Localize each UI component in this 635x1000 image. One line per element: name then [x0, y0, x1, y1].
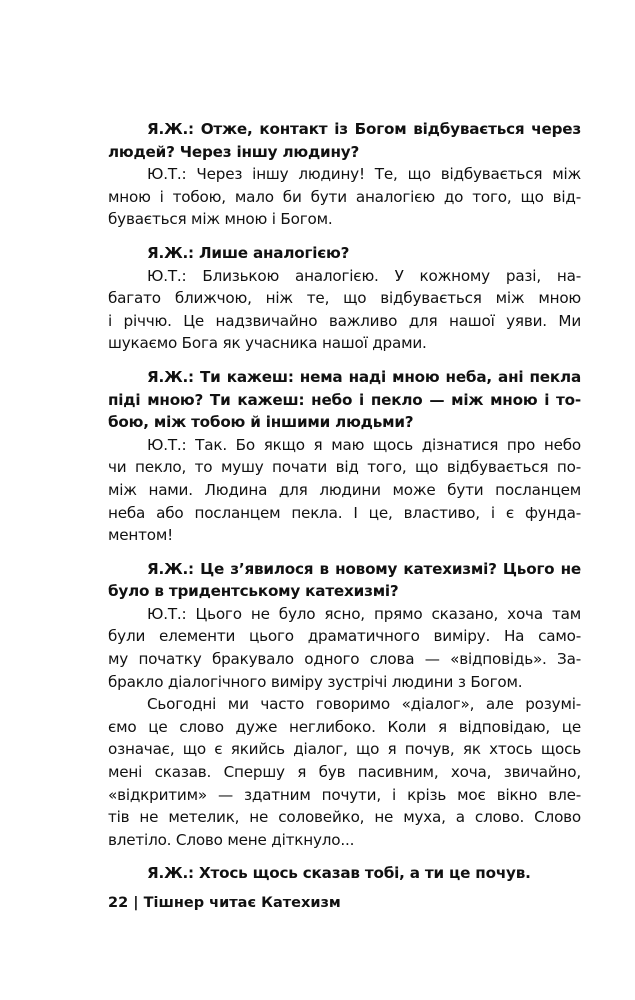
text-line: Я.Ж.: Ти кажеш: нема наді мною неба, ані пекла	[147, 367, 581, 386]
text-line: були елементи цього драматичного виміру. На само-	[108, 627, 581, 646]
text-line: багато ближчою, ніж те, що відбувається між мною	[108, 289, 581, 308]
text-line: Ю.Т.: Близькою аналогією. У кожному разі, на-	[147, 266, 581, 285]
text-line: тів не метелик, не соловейко, не муха, а слово. Слово	[108, 808, 581, 827]
answer-paragraph	[108, 163, 581, 231]
question-paragraph	[108, 242, 581, 265]
text-line: Ю.Т.: Цього не було ясно, прямо сказано, хоча там	[147, 604, 581, 623]
answer-paragraph	[108, 265, 581, 355]
text-line: Ю.Т.: Через іншу людину! Те, що відбувається між	[147, 165, 581, 184]
text-line: влетіло. Слово мене діткнуло...	[108, 830, 355, 849]
question-paragraph	[108, 366, 581, 434]
text-line: Я.Ж.: Це з’явилося в новому катехизмі? Цього не	[147, 559, 581, 578]
page-number: 22	[108, 895, 129, 911]
text-line: і річчю. Це надзвичайно важливо для нашої уяви. Ми	[108, 311, 581, 330]
question-paragraph	[108, 862, 581, 885]
text-line: людей? Через іншу людину?	[108, 142, 360, 161]
answer-paragraph	[108, 603, 581, 693]
page-footer	[108, 895, 341, 911]
question-paragraph	[108, 118, 581, 163]
text-line: Сьогодні ми часто говоримо «діалог», але розумі-	[147, 695, 581, 714]
text-line: піді мною? Ти кажеш: небо і пекло — між мною і то-	[108, 390, 581, 409]
paragraph-gap	[108, 547, 581, 558]
text-line: неба або посланцем пекла. І це, властиво, і є фунда-	[108, 503, 581, 522]
text-line: ємо це слово дуже неглибоко. Коли я відповідаю, це	[108, 717, 581, 736]
text-line: Я.Ж.: Отже, контакт із Богом відбувається через	[147, 120, 581, 138]
paragraph-gap	[108, 355, 581, 366]
text-line: мені сказав. Спершу я був пасивним, хоча, звичайно,	[108, 763, 581, 782]
text-line: бою, між тобою й іншими людьми?	[108, 413, 414, 432]
footer-separator: |	[133, 895, 139, 911]
paragraph-gap	[108, 231, 581, 242]
answer-paragraph	[108, 693, 581, 851]
text-line: мною і тобою, мало би бути аналогією до того, що від-	[108, 187, 581, 206]
page-text	[108, 118, 581, 885]
text-line: чи пекло, то мушу почати від того, що відбувається по-	[108, 458, 581, 477]
book-title: Тішнер читає Катехизм	[143, 895, 341, 911]
text-line: му початку бракувало одного слова — «відповідь». За-	[108, 650, 581, 669]
text-line: було в тридентському катехизмі?	[108, 582, 399, 601]
answer-paragraph	[108, 434, 581, 547]
text-line: означає, що є якийсь діалог, що я почув, як хтось щось	[108, 740, 581, 759]
text-line: «відкритим» — здатним почути, і крізь моє вікно вле-	[108, 785, 581, 804]
question-paragraph	[108, 558, 581, 603]
text-line: шукаємо Бога як учасника нашої драми.	[108, 334, 427, 353]
text-line: бракло діалогічного виміру зустрічі людини з Богом.	[108, 672, 523, 691]
text-line: Я.Ж.: Хтось щось сказав тобі, а ти це почув.	[147, 864, 531, 883]
text-line: Ю.Т.: Так. Бо якщо я маю щось дізнатися про небо	[147, 435, 581, 454]
text-line: Я.Ж.: Лише аналогією?	[147, 243, 350, 262]
text-line: між нами. Людина для людини може бути посланцем	[108, 480, 581, 499]
paragraph-gap	[108, 851, 581, 862]
text-line: бувається між мною і Богом.	[108, 210, 333, 229]
text-line: ментом!	[108, 526, 174, 545]
